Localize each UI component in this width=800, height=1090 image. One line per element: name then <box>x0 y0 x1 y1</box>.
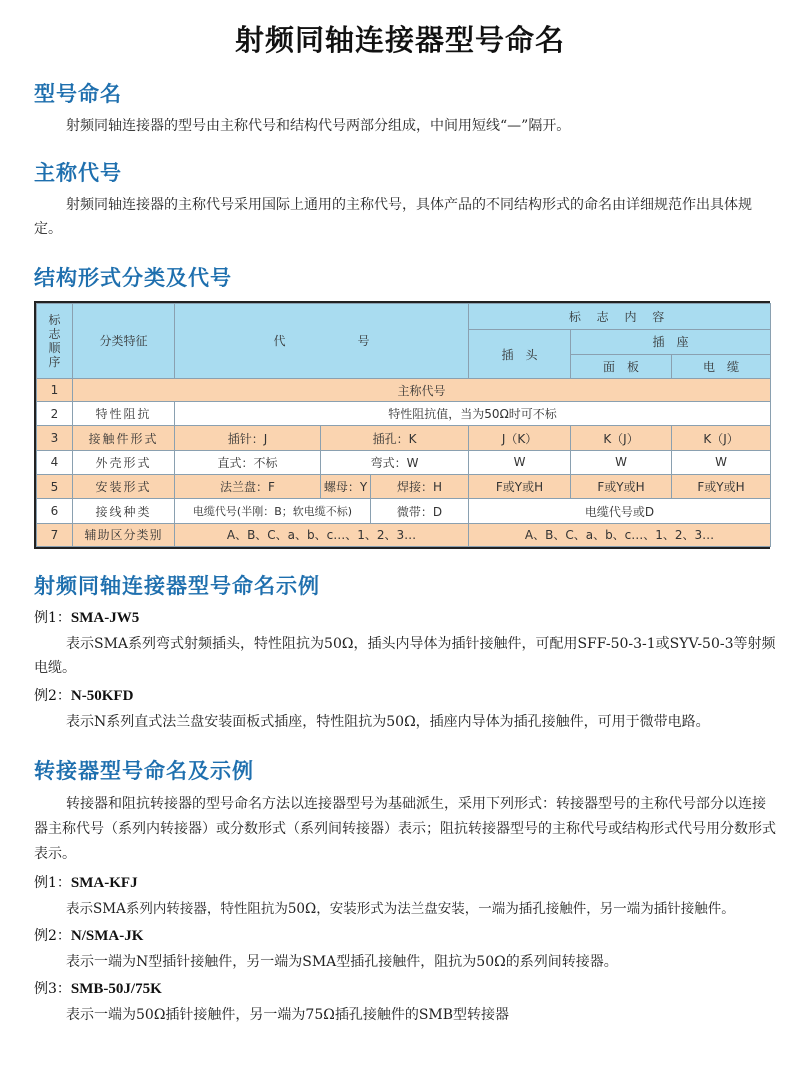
header-feature: 分类特征 <box>73 304 175 379</box>
row2-span: 特性阻抗值，当为50Ω时可不标 <box>175 402 771 426</box>
row3-cable: K（J） <box>672 426 771 450</box>
section-heading-adapter: 转接器型号命名及示例 <box>34 759 254 783</box>
row7-code: A、B、C、a、b、c…、1、2、3… <box>175 523 469 546</box>
naming-paragraph: 射频同轴连接器的型号由主称代号和结构代号两部分组成，中间用短线“—”隔开。 <box>66 118 571 134</box>
adapter-example1-code: SMA-KFJ <box>70 875 138 891</box>
example1-desc: 表示SMA系列弯式射频插头，特性阻抗为50Ω，插头内导体为插针接触件，可配用SFF-50-3-1或SYV-50-3等射频电缆。 <box>34 636 776 676</box>
table-row <box>37 378 771 401</box>
table-row <box>37 450 771 474</box>
row4-plug: W <box>469 450 571 474</box>
row6-code2: 微带：D <box>371 499 469 523</box>
row4-code1: 直式：不标 <box>175 450 321 474</box>
row4-seq: 4 <box>37 450 73 474</box>
section-heading-main-code: 主称代号 <box>34 161 122 185</box>
table-row <box>37 402 771 426</box>
example2-code: N-50KFD <box>70 688 134 704</box>
section-heading-naming: 型号命名 <box>34 82 122 106</box>
header-plug: 插 头 <box>469 330 571 379</box>
row3-seq: 3 <box>37 426 73 450</box>
row3-code2: 插孔：K <box>321 426 469 450</box>
header-cable: 电 缆 <box>672 354 771 378</box>
table-row <box>37 475 771 499</box>
header-code: 代 号 <box>175 304 469 379</box>
row4-feature: 外壳形式 <box>73 450 175 474</box>
row6-seq: 6 <box>37 499 73 523</box>
table-row <box>37 426 771 450</box>
row5-cable: F或Y或H <box>672 475 771 499</box>
row6-span: 电缆代号或D <box>469 499 771 523</box>
adapter-example1-label <box>34 872 138 892</box>
adapter-example3-desc: 表示一端为50Ω插针接触件，另一端为75Ω插孔接触件的SMB型转接器 <box>66 1007 510 1023</box>
row2-seq: 2 <box>37 402 73 426</box>
section-heading-examples: 射频同轴连接器型号命名示例 <box>34 574 320 598</box>
adapter-example1-prefix: 例1： <box>34 875 71 891</box>
example2-prefix: 例2： <box>34 688 71 704</box>
row5-seq: 5 <box>37 475 73 499</box>
adapter-example3-code: SMB-50J/75K <box>70 981 162 997</box>
row4-code2: 弯式：W <box>321 450 469 474</box>
row4-panel: W <box>571 450 672 474</box>
example1-prefix: 例1： <box>34 610 71 626</box>
adapter-example3-prefix: 例3： <box>34 981 71 997</box>
row5-code2: 螺母：Y <box>321 475 371 499</box>
page-title: 射频同轴连接器型号命名 <box>234 23 565 57</box>
row4-cable: W <box>672 450 771 474</box>
row7-seq: 7 <box>37 523 73 546</box>
header-panel: 面 板 <box>571 354 672 378</box>
row3-code1: 插针：J <box>175 426 321 450</box>
row3-feature: 接触件形式 <box>73 426 175 450</box>
row1-seq: 1 <box>37 378 73 401</box>
adapter-example2-prefix: 例2： <box>34 928 71 944</box>
row5-code1: 法兰盘：F <box>175 475 321 499</box>
example1-label <box>34 607 139 627</box>
header-seq: 标志顺序 <box>37 304 73 379</box>
row6-code1: 电缆代号(半刚：B；软电缆不标) <box>175 499 371 523</box>
row6-feature: 接线种类 <box>73 499 175 523</box>
example2-label <box>34 685 133 705</box>
adapter-example3-label <box>34 978 162 998</box>
section-heading-structure: 结构形式分类及代号 <box>34 266 232 290</box>
adapter-example1-desc: 表示SMA系列内转接器，特性阻抗为50Ω，安装形式为法兰盘安装，一端为插孔接触件，另一端为插针接触件。 <box>66 901 735 917</box>
adapter-paragraph: 转接器和阻抗转接器的型号命名方法以连接器型号为基础派生，采用下列形式：转接器型号的主称代号部分以连接器主称代号（系列内转接器）或分数形式（系列间转接器）表示；阻抗转接器型号的主称代号或结构形式代号用分数形式表示。 <box>34 796 776 862</box>
example2-desc: 表示N系列直式法兰盘安装面板式插座，特性阻抗为50Ω，插座内导体为插孔接触件，可用于微带电路。 <box>66 714 710 730</box>
table-row <box>37 523 771 546</box>
header-socket: 插 座 <box>571 330 771 354</box>
structure-table <box>34 301 770 549</box>
example1-code: SMA-JW5 <box>70 610 140 626</box>
row5-panel: F或Y或H <box>571 475 672 499</box>
row3-plug: J（K） <box>469 426 571 450</box>
header-content: 标 志 内 容 <box>469 304 771 330</box>
row7-span: A、B、C、a、b、c…、1、2、3… <box>469 523 771 546</box>
row5-code3: 焊接：H <box>371 475 469 499</box>
main-code-paragraph: 射频同轴连接器的主称代号采用国际上通用的主称代号，具体产品的不同结构形式的命名由详细规范作出具体规定。 <box>34 197 752 237</box>
table-row <box>37 499 771 523</box>
row1-span: 主称代号 <box>73 378 771 401</box>
row7-feature: 辅助区分类别 <box>73 523 175 546</box>
adapter-example2-code: N/SMA-JK <box>70 928 144 944</box>
row5-plug: F或Y或H <box>469 475 571 499</box>
row2-feature: 特性阻抗 <box>73 402 175 426</box>
adapter-example2-desc: 表示一端为N型插针接触件，另一端为SMA型插孔接触件，阻抗为50Ω的系列间转接器。 <box>66 954 618 970</box>
row5-feature: 安装形式 <box>73 475 175 499</box>
adapter-example2-label <box>34 925 143 945</box>
row3-panel: K（J） <box>571 426 672 450</box>
